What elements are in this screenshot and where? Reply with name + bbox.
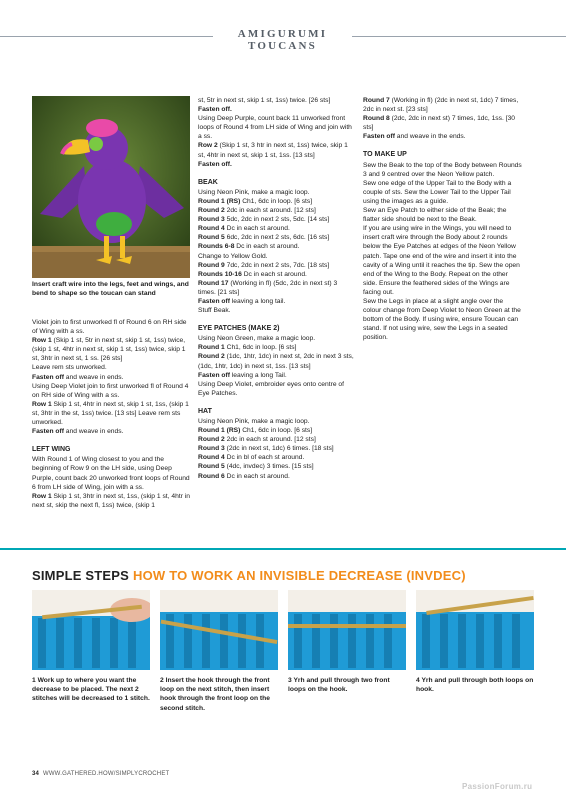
row-label: Rounds 10-16 <box>198 270 242 278</box>
step-1-caption <box>32 676 150 704</box>
row-text: Ch1, 6dc in loop. [6 sts] <box>240 197 313 205</box>
instruction-row <box>32 492 190 510</box>
instruction-row <box>198 371 356 380</box>
instruction-row <box>198 453 356 462</box>
simple-steps-subtitle: HOW TO WORK AN INVISIBLE DECREASE (INVDEC) <box>133 568 466 583</box>
paragraph: Change to Yellow Gold. <box>198 252 268 260</box>
row-text: Dc in each st around. <box>241 270 307 278</box>
instruction-row <box>198 233 356 242</box>
beak-rounds <box>198 197 356 252</box>
step-text: Yrh and pull through both loops on hook. <box>416 677 534 694</box>
section-heading-eye-patches: EYE PATCHES (MAKE 2) <box>198 325 280 333</box>
instruction-row <box>198 206 356 215</box>
spacer <box>198 398 356 407</box>
instruction-row <box>198 472 356 481</box>
row-label: Round 17 <box>198 279 229 287</box>
simple-steps-rule <box>0 548 566 550</box>
step-text: Work up to where you want the decrease to be placed. The next 2 stitches will be decreased to 1 stitch. <box>32 677 150 703</box>
paragraph: Using Neon Pink, make a magic loop. <box>198 418 310 425</box>
step-text: Insert the hook through the front loop on the next stitch, then insert hook through the front loop on the second stitch. <box>160 677 270 712</box>
page-number: 34 <box>32 771 40 777</box>
row-label: Round 2 <box>198 207 225 215</box>
row-text: Skip 1 st, 4htr in next st, skip 1 st, 1ss, (skip 1 st, 3htr in the st, 1ss) twice. [13 sts] Leave rem sts unworked. <box>32 400 189 427</box>
paragraph: Sew the Beak to the top of the Body between Rounds 3 and 9 centred over the Neon Yellow patch. <box>363 161 522 178</box>
row-text: Dc in each st around. <box>234 243 300 251</box>
step-text: Yrh and pull through two front loops on the hook. <box>288 677 390 694</box>
instruction-row <box>363 114 523 132</box>
row-text: (Skip 1 st, 3 htr in next st, 1ss) twice, skip 1 st, 4htr in next st, skip 1 st, 1ss. [13 sts] <box>198 142 348 159</box>
step-4-caption <box>416 676 534 694</box>
step-number: 3 <box>288 677 292 684</box>
section-heading-left-wing: LEFT WING <box>32 446 71 454</box>
toucan-photo <box>32 96 190 278</box>
row-label: Round 4 <box>198 225 225 233</box>
column-1 <box>32 318 190 510</box>
fasten-off-label: Fasten off <box>198 297 230 305</box>
row-text: Ch1, 6dc in loop. [6 sts] <box>224 344 297 352</box>
instruction-row <box>363 132 523 141</box>
simple-steps-label: SIMPLE STEPS <box>32 568 130 583</box>
row-label: Round 1 (RS) <box>198 197 241 205</box>
section-heading-beak: BEAK <box>198 178 218 186</box>
instruction-row <box>198 297 356 306</box>
paragraph: With Round 1 of Wing closest to you and the beginning of Row 9 on the LH side, using Deep Purple, count back 20 unworked front loops of Round 6 from LH side of Wing, join with a ss. <box>32 456 190 491</box>
row-text: and weave in ends. <box>63 373 124 381</box>
instruction-row <box>198 270 356 279</box>
instruction-row <box>198 141 356 159</box>
row-text: leaving a long Tail. <box>229 371 287 379</box>
paragraph: Using Deep Violet join to first unworked fl of Round 4 on RH side of Wing with a ss. <box>32 382 189 399</box>
paragraph: Violet join to first unworked fl of Round 6 on RH side of Wing with a ss. <box>32 319 187 336</box>
row-text: (4dc, invdec) 3 times. [15 sts] <box>224 463 314 471</box>
paragraph: Using Deep Purple, count back 11 unworked front loops of Round 4 from LH side of Wing and join with a ss. <box>198 115 352 141</box>
simple-steps-title <box>32 568 466 583</box>
fasten-off-line <box>198 105 356 114</box>
row-label: Round 9 <box>198 261 225 269</box>
instruction-row <box>198 352 356 370</box>
fasten-off-label: Fasten off <box>32 373 64 381</box>
paragraph: Leave rem sts unworked. <box>32 364 107 372</box>
instruction-row <box>198 462 356 471</box>
paragraph: If you are using wire in the Wings, you will need to insert craft wire through the Body about 2 rounds below the Eye Patches at edges of the Neon Yellow patch. Tape one end of the wire and insert it into the cavity of a Wing until it reaches the tip. Sew the open end of the Wing to the Body. Repeat on the other side. Ensure the feathered sides of the Wings are facing out. <box>363 225 520 296</box>
step-2-photo <box>160 590 278 670</box>
row-label: Round 7 <box>363 97 390 104</box>
row-text: (Working in fl) (2dc in next st, 1dc) 7 times, 2dc in next st. [23 sts] <box>363 97 519 114</box>
row-label: Round 1 <box>198 344 225 352</box>
row-text: (Skip 1 st, 5tr in next st, skip 1 st, 1ss) twice, (skip 1 st, 4htr in next st, skip 1 st, 1ss) twice, skip 1 st, 3htr in next st, 1 ss. [26 sts] <box>32 337 186 363</box>
paragraph: Sew an Eye Patch to either side of the Beak; the flatter side should be next to the Beak. <box>363 207 507 224</box>
page-footer <box>32 771 169 777</box>
row-label: Round 2 <box>198 353 225 361</box>
header-rule-left <box>0 36 213 37</box>
crochet-fabric-illustration <box>32 590 150 670</box>
row-text: Dc in bl of each st around. <box>224 454 305 462</box>
row-label: Row 2 <box>198 142 218 150</box>
instruction-row <box>32 400 190 427</box>
row-text: 6dc, 2dc in next 2 sts, 6dc. [16 sts] <box>224 234 330 242</box>
row-label: Round 4 <box>198 454 225 462</box>
row-label: Row 1 <box>32 492 52 500</box>
row-label: Round 3 <box>198 216 225 224</box>
row-text: and weave in the ends. <box>394 133 466 141</box>
row-label: Row 1 <box>32 400 52 408</box>
spacer <box>363 141 523 150</box>
instruction-row <box>363 96 523 114</box>
page-header-title: AMIGURUMI TOUCANS <box>237 28 328 52</box>
step-3-caption <box>288 676 406 694</box>
step-3-photo <box>288 590 406 670</box>
column-2 <box>198 96 356 481</box>
row-label: Rounds 6-8 <box>198 243 235 251</box>
row-label: Round 8 <box>363 115 390 123</box>
spacer <box>198 315 356 324</box>
instruction-row <box>198 279 356 297</box>
instruction-row <box>198 215 356 224</box>
row-text: leaving a long tail. <box>229 297 286 305</box>
instruction-row <box>198 343 356 352</box>
instruction-row <box>32 373 190 382</box>
section-heading-to-make-up: TO MAKE UP <box>363 151 407 159</box>
instruction-row <box>198 444 356 453</box>
paragraph: Using Neon Green, make a magic loop. <box>198 335 316 343</box>
row-text: 5dc, 2dc in next 2 sts, 5dc. [14 sts] <box>224 216 330 224</box>
header-rule-right <box>352 36 566 37</box>
fasten-off-label: Fasten off. <box>198 160 232 168</box>
row-text: (2dc in next st, 1dc) 6 times. [18 sts] <box>224 445 334 453</box>
fasten-off-line <box>198 160 356 169</box>
section-heading-hat: HAT <box>198 407 212 415</box>
fasten-off-label: Fasten off <box>363 133 395 141</box>
step-number: 2 <box>160 677 164 684</box>
step-2-caption <box>160 676 278 713</box>
paragraph: Stuff Beak. <box>198 307 231 315</box>
paragraph: st, 5tr in next st, skip 1 st, 1ss) twice. [26 sts] <box>198 97 331 104</box>
row-label: Row 1 <box>32 337 52 345</box>
column-3 <box>363 96 523 342</box>
toucan-illustration <box>32 96 190 278</box>
instruction-row <box>198 242 356 251</box>
instruction-row <box>198 261 356 270</box>
instruction-row <box>198 426 356 435</box>
fasten-off-label: Fasten off <box>32 428 64 436</box>
row-text: 2dc in each st around. [12 sts] <box>224 436 316 444</box>
spacer <box>32 436 190 445</box>
photo-caption: Insert craft wire into the legs, feet and wings, and bend to shape so the toucan can stand <box>32 281 189 297</box>
instruction-row <box>32 427 190 436</box>
row-label: Round 3 <box>198 445 225 453</box>
paragraph: Using Neon Pink, make a magic loop. <box>198 188 310 196</box>
row-label: Round 5 <box>198 234 225 242</box>
crochet-fabric-illustration <box>288 590 406 670</box>
row-text: (2dc, 2dc in next st) 7 times, 1dc, 1ss. [30 sts] <box>363 115 516 132</box>
instruction-row <box>198 435 356 444</box>
row-text: Ch1, 6dc in loop. [6 sts] <box>240 427 313 435</box>
row-text: 7dc, 2dc in next 2 sts, 7dc. [18 sts] <box>224 261 330 269</box>
step-4-photo <box>416 590 534 670</box>
row-text: Dc in each st around. <box>224 225 290 233</box>
watermark: PassionForum.ru <box>462 782 533 791</box>
row-label: Round 6 <box>198 472 225 480</box>
row-text: 2dc in each st around. [12 sts] <box>224 207 316 215</box>
row-text: (1dc, 1htr, 1dc) in next st, 2dc in next 3 sts, (1dc, 1htr, 1dc) in next st, 1ss. [13 sts] <box>198 353 354 370</box>
step-number: 1 <box>32 677 36 684</box>
fasten-off-label: Fasten off. <box>198 106 232 114</box>
fasten-off-label: Fasten off <box>198 371 230 379</box>
row-label: Round 2 <box>198 436 225 444</box>
row-text: Dc in each st around. <box>224 472 290 480</box>
footer-url[interactable]: WWW.GATHERED.HOW/SIMPLYCROCHET <box>42 771 170 777</box>
spacer <box>198 169 356 178</box>
instruction-row <box>198 197 356 206</box>
row-label: Round 1 (RS) <box>198 427 241 435</box>
step-1-photo <box>32 590 150 670</box>
row-text: (Working in fl) (5dc, 2dc in next st) 3 times. [21 sts] <box>198 279 338 296</box>
row-text: Skip 1 st, 3htr in next st, 1ss, (skip 1 st, 4htr in next st, skip the next fl, 1ss) twice, (skip 1 <box>32 492 190 509</box>
paragraph: Using Deep Violet, embroider eyes onto centre of Eye Patches. <box>198 380 344 397</box>
row-label: Round 5 <box>198 463 225 471</box>
crochet-fabric-illustration <box>416 590 534 670</box>
instruction-row <box>32 336 190 363</box>
step-number: 4 <box>416 677 420 684</box>
instruction-row <box>198 224 356 233</box>
paragraph: Sew the Legs in place at a slight angle over the colour change from Deep Violet to Neon Green at the bottom of the Body. If using wire, ensure Toucan can stand. If not using wire, sew the Legs in a seated position. <box>363 297 521 342</box>
row-text: and weave in ends. <box>63 428 124 436</box>
paragraph: Sew one edge of the Upper Tail to the Body with a couple of sts. Sew the Lower Tail to the Upper Tail using the images as a guide. <box>363 179 512 205</box>
crochet-fabric-illustration <box>160 590 278 670</box>
